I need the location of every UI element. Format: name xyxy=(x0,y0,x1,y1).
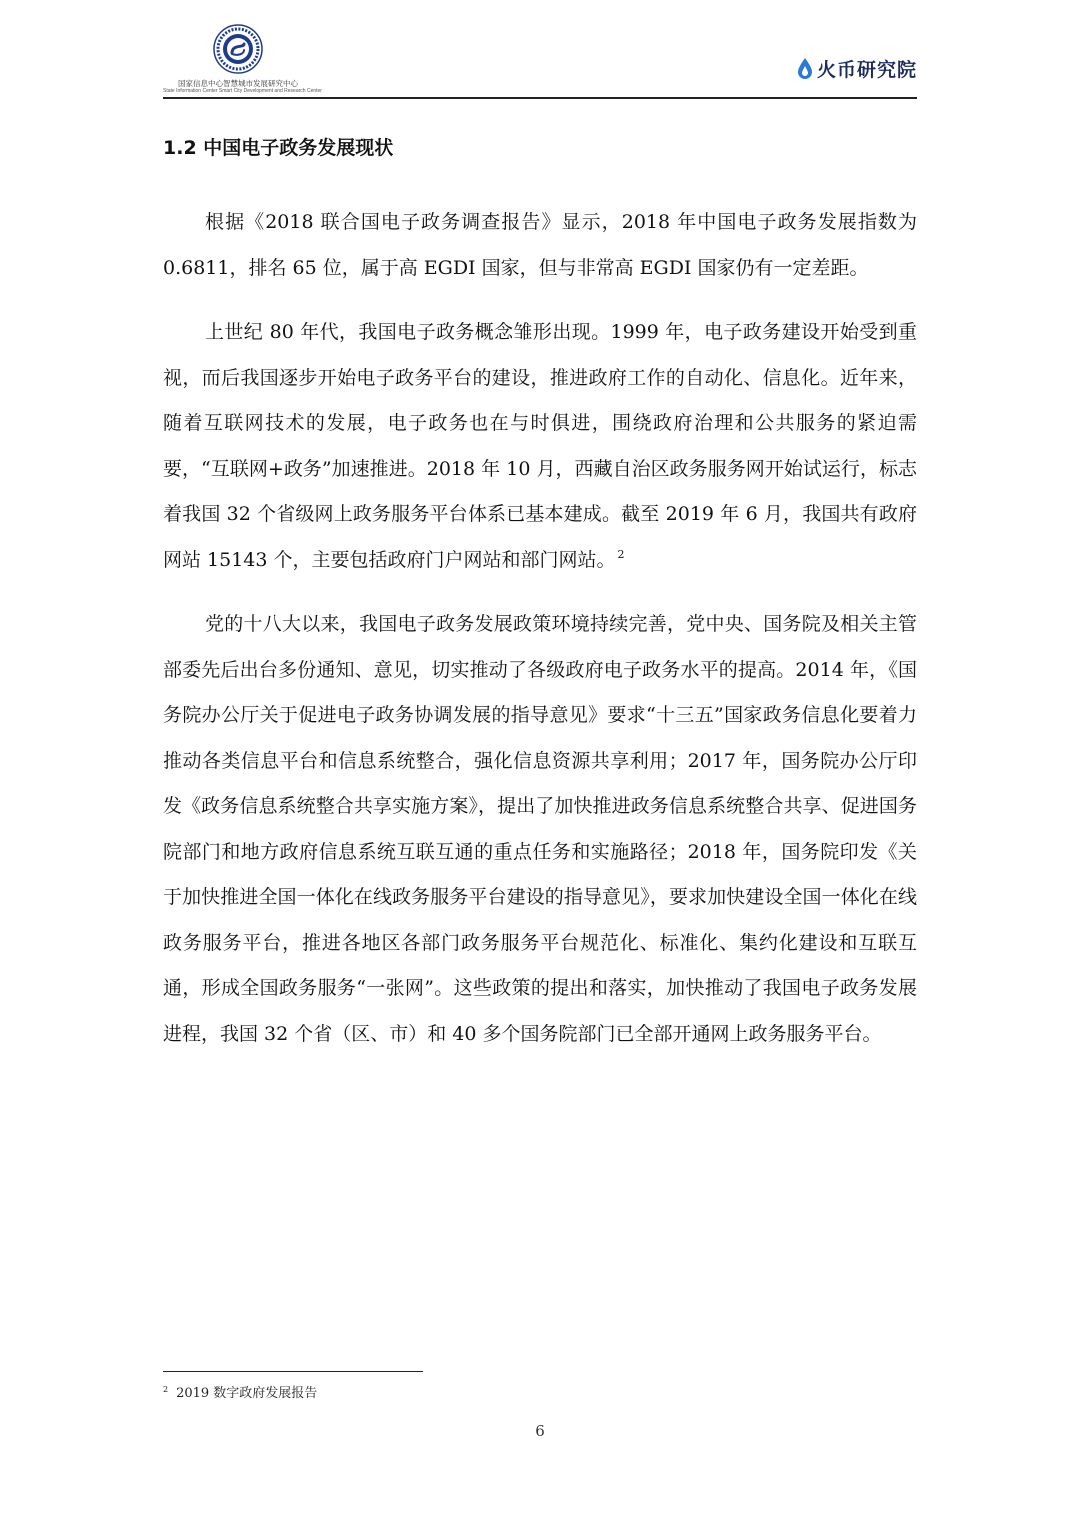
flame-drop-icon xyxy=(797,57,813,79)
main-content xyxy=(163,128,917,1057)
org-name-en: State Information Center Smart City Development and Research Center xyxy=(163,88,322,94)
paragraph-egdi: 根据《2018 联合国电子政务调查报告》显示，2018 年中国电子政务发展指数为 0.6811，排名 65 位，属于高 EGDI 国家，但与非常高 EGDI 国家仍有一定差距。 xyxy=(163,211,917,279)
footnote-reference[interactable]: 2 xyxy=(617,548,625,562)
page-header xyxy=(163,22,917,100)
header-divider xyxy=(163,97,917,99)
org-logo xyxy=(163,22,322,94)
page-number: 6 xyxy=(535,1422,545,1440)
brand-name: 火币研究院 xyxy=(816,58,917,81)
footnote-divider xyxy=(163,1371,423,1372)
footnote xyxy=(163,1382,317,1401)
brand-logo xyxy=(797,56,917,80)
footnote-number: 2 xyxy=(163,1384,169,1394)
org-emblem-icon xyxy=(213,24,263,74)
paragraph-history xyxy=(163,310,917,583)
paragraph-history-text: 上世纪 80 年代，我国电子政务概念雏形出现。1999 年，电子政务建设开始受到重视，而后我国逐步开始电子政务平台的建设，推进政府工作的自动化、信息化。近年来，随着互联网技术的发展，电子政务也在与时俱进，围绕政府治理和公共服务的紧迫需要，“互联网+政务”加速推进。2018 年 10 月，西藏自治区政务服务网开始试运行，标志着我国 32 个省级网上政务服务平台体系已基本建成。截至 2019 年 6 月，我国共有政府网站 15143 个，主要包括政府门户网站和部门网站。 xyxy=(163,321,917,571)
org-name-cn: 国家信息中心智慧城市发展研究中心 xyxy=(178,79,298,88)
paragraph-policy: 党的十八大以来，我国电子政务发展政策环境持续完善，党中央、国务院及相关主管部委先后出台多份通知、意见，切实推动了各级政府电子政务水平的提高。2014 年，《国务院办公厅关于促进电子政务协调发展的指导意见》要求“十三五”国家政务信息化要着力推动各类信息平台和信息系统整合，强化信息资源共享利用；2017 年，国务院办公厅印发《政务信息系统整合共享实施方案》，提出了加快推进政务信息系统整合共享、促进国务院部门和地方政府信息系统互联互通的重点任务和实施路径；2018 年，国务院印发《关于加快推进全国一体化在线政务服务平台建设的指导意见》，要求加快建设全国一体化在线政务服务平台，推进各地区各部门政务服务平台规范化、标准化、集约化建设和互联互通，形成全国政务服务“一张网”。这些政策的提出和落实，加快推动了我国电子政务发展进程，我国 32 个省（区、市）和 40 多个国务院部门已全部开通网上政务服务平台。 xyxy=(163,613,917,1045)
footnote-text: 2019 数字政府发展报告 xyxy=(176,1386,318,1401)
section-title: 1.2 中国电子政务发展现状 xyxy=(163,137,394,159)
